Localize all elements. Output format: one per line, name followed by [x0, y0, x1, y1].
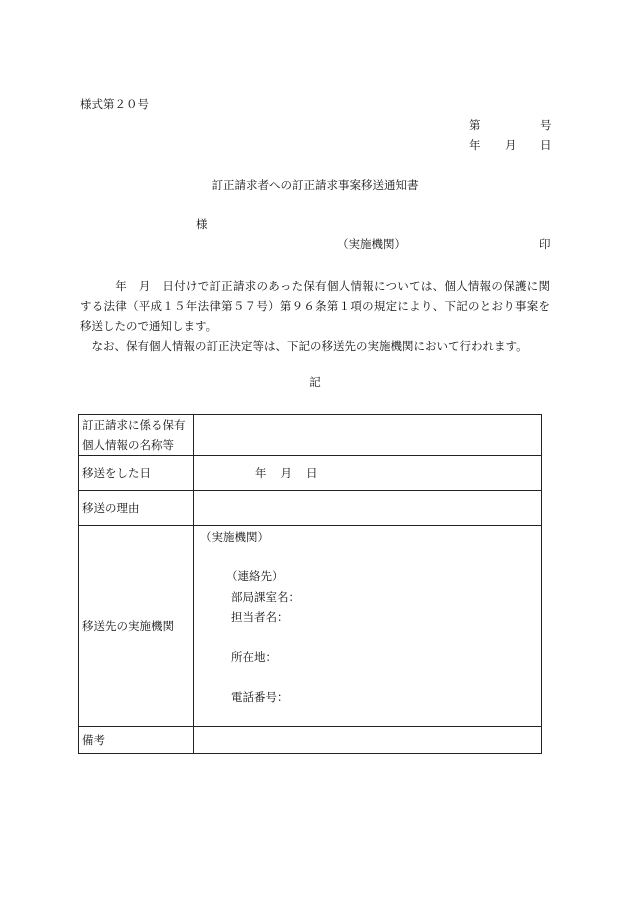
- dest-agency: （実施機関）: [200, 530, 269, 544]
- dest-tel: 電話番号：: [231, 690, 289, 704]
- table-row: [79, 526, 542, 727]
- date-month: 月: [505, 138, 517, 152]
- addressee-suffix: 様: [196, 217, 208, 231]
- form-number: 様式第２０号: [80, 97, 149, 111]
- row-date-value: [194, 456, 542, 491]
- table-row: [79, 456, 542, 491]
- row-reason-value: [194, 491, 542, 526]
- doc-number-prefix: 第: [469, 118, 481, 132]
- date-year: 年: [469, 138, 481, 152]
- body-paragraph-1: 年 月 日付けで訂正請求のあった保有個人情報については、個人情報の保護に関する法律（平成１５年法律第５７号）第９６条第１項の規定により、下記のとおり事案を移送したので通知します。: [80, 279, 550, 333]
- row-reason-label: 移送の理由: [79, 491, 194, 526]
- doc-number-suffix: 号: [540, 118, 552, 132]
- dest-address: 所在地：: [231, 650, 277, 664]
- body-paragraph-2: なお、保有個人情報の訂正決定等は、下記の移送先の実施機関において行われます。: [80, 339, 528, 353]
- document-title: 訂正請求者への訂正請求事案移送通知書: [211, 178, 419, 192]
- row-dest-label: 移送先の実施機関: [79, 526, 194, 727]
- row-remarks-label: 備考: [79, 727, 194, 754]
- dest-contact: （連絡先）: [226, 569, 284, 583]
- table-row: [79, 727, 542, 754]
- ki-heading: 記: [309, 375, 321, 389]
- body-text: [80, 276, 550, 356]
- transfer-date-year: 年: [255, 466, 267, 480]
- dest-person: 担当者名：: [231, 610, 289, 624]
- transfer-date-day: 日: [306, 466, 318, 480]
- date-day: 日: [540, 138, 552, 152]
- row-dest-value: [194, 526, 542, 727]
- row-name-label: 訂正請求に係る保有個人情報の名称等: [79, 415, 194, 456]
- table-row: [79, 491, 542, 526]
- dest-dept: 部局課室名：: [231, 590, 300, 604]
- row-name-value: [194, 415, 542, 456]
- sender-agency: （実施機関）: [337, 237, 406, 251]
- row-remarks-value: [194, 727, 542, 754]
- row-date-label: 移送をした日: [79, 456, 194, 491]
- transfer-info-table: [78, 414, 542, 754]
- seal-mark: 印: [539, 237, 551, 251]
- table-row: [79, 415, 542, 456]
- transfer-date-month: 月: [280, 466, 292, 480]
